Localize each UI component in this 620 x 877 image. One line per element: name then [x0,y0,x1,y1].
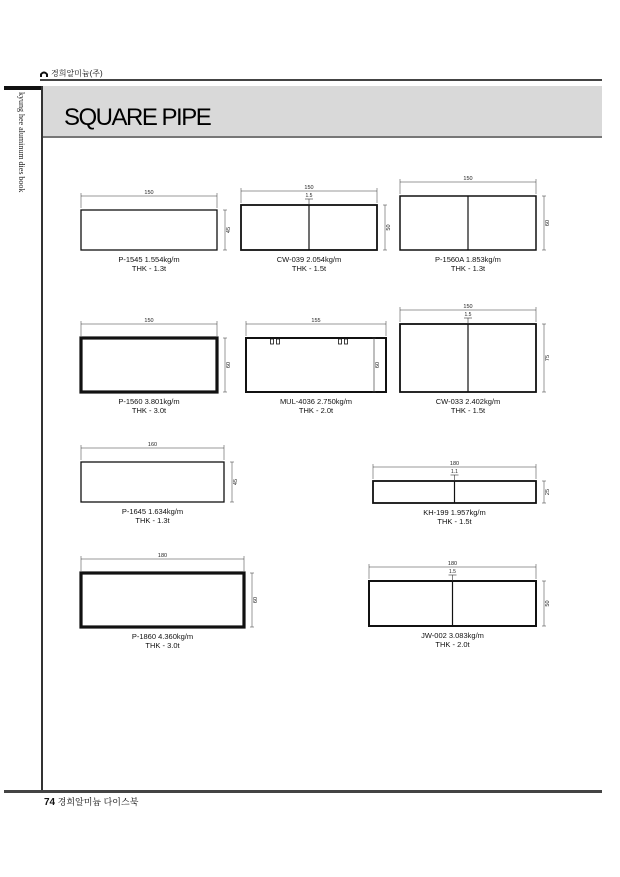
height-dim-label: 45 [226,226,232,234]
height-dim-label: 60 [253,596,259,604]
profile-caption-kh-199 [395,508,515,526]
profile-thickness: THK - 1.3t [135,516,170,525]
profile-outline-mul-4036 [246,338,386,392]
profile-thickness: THK - 2.0t [435,640,470,649]
width-dim-label: 180 [157,553,168,559]
width-dim-label: 180 [449,461,460,467]
height-dim-label: 50 [386,224,392,231]
profile-thickness: THK - 3.0t [145,641,180,650]
profile-notch [271,339,274,344]
profile-code-weight: CW-033 2.402kg/m [435,397,501,406]
width-dim-label: 180 [447,561,458,567]
width-dim-label: 150 [144,318,154,324]
profile-caption-mul-4036 [256,397,376,415]
profile-code-weight: MUL-4036 2.750kg/m [279,397,353,406]
width-dim-label: 150 [463,304,473,310]
profile-code-weight: CW-039 2.054kg/m [276,255,342,264]
profile-outline-p-1645 [81,462,224,502]
profile-code-weight: P-1560A 1.853kg/m [435,255,501,264]
profile-thickness: THK - 1.3t [450,264,486,273]
center-dim-label: 1.5 [305,193,313,199]
page-title: SQUARE PIPE [64,104,211,131]
profile-notch [277,339,280,344]
profile-caption-p-1645 [93,507,213,525]
profile-code-weight: JW-002 3.083kg/m [421,631,484,640]
height-dim-label: 45 [233,478,239,486]
profile-thickness: THK - 1.3t [131,264,167,273]
profile-code-weight: P-1645 1.634kg/m [121,507,184,516]
profile-caption-p-1560a [408,255,528,273]
height-dim-label: 60 [226,361,232,369]
footer [44,795,138,808]
page-number: 74 [44,797,56,808]
height-dim-label: 75 [545,354,551,362]
profile-outline-p-1860 [81,573,244,627]
width-dim-label: 150 [304,185,314,191]
center-dim-label: 1.5 [464,312,472,318]
profile-caption-jw-002 [393,631,513,649]
profile-caption-p-1560 [89,397,209,415]
width-dim-label: 155 [311,318,321,324]
profile-thickness: THK - 3.0t [131,406,167,415]
side-title-text: kyung hee aluminum dies book [17,92,26,193]
brand-name: 경희알미늄(주) [51,69,103,78]
profile-notch [345,339,348,344]
profile-caption-cw-033 [408,397,528,415]
profile-outline-p-1545 [81,210,217,250]
center-dim-label: 1.5 [449,569,456,575]
profile-thickness: THK - 2.0t [298,406,334,415]
profile-notch [339,339,342,344]
height-dim-label: 60 [545,219,551,227]
profile-code-weight: KH-199 1.957kg/m [423,508,486,517]
profile-thickness: THK - 1.5t [450,406,486,415]
bottom-rule [4,790,602,793]
profile-caption-p-1545 [89,255,209,273]
width-dim-label: 150 [144,190,154,196]
height-dim-label: 60 [375,361,381,369]
profile-code-weight: P-1860 4.360kg/m [131,632,194,641]
height-dim-label: 25 [545,488,551,496]
profile-thickness: THK - 1.5t [437,517,472,526]
width-dim-label: 160 [147,442,158,448]
profile-outline-p-1560 [81,338,217,392]
width-dim-label: 150 [463,176,473,182]
profile-code-weight: P-1560 3.801kg/m [118,397,180,406]
height-dim-label: 50 [545,600,551,607]
profile-caption-cw-039 [249,255,369,273]
profile-caption-p-1860 [103,632,223,650]
profile-thickness: THK - 1.5t [291,264,327,273]
profile-code-weight: P-1545 1.554kg/m [118,255,180,264]
footer-text: 경희알미늄 다이스북 [57,797,139,807]
center-dim-label: 1.1 [451,469,458,475]
